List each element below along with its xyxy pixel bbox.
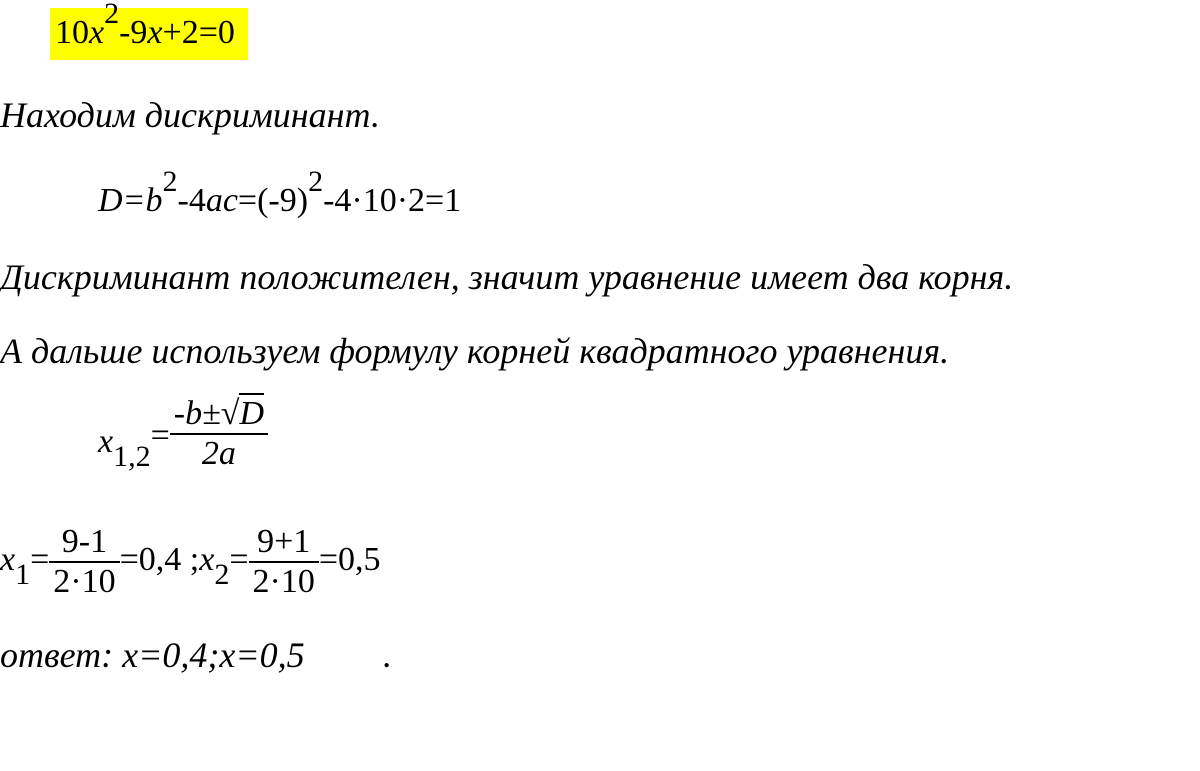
root1-fraction	[49, 523, 119, 601]
root2-x: x	[199, 540, 215, 578]
quadratic-equation	[55, 0, 235, 52]
root1-numerator: 9-1	[61, 523, 108, 560]
var-x-2: x	[147, 14, 163, 51]
term-b: -9	[119, 14, 148, 51]
root1-eq: =	[30, 540, 50, 578]
formula-eq: =	[150, 416, 170, 454]
root1-denominator: 2·10	[49, 561, 119, 601]
exponent: 2	[104, 0, 120, 30]
formula-denominator: 2a	[170, 433, 268, 473]
disc-ac: ac	[205, 182, 238, 219]
computed-roots	[0, 523, 381, 601]
root2-eq: =	[229, 540, 249, 578]
formula-radicand: D	[239, 395, 264, 432]
disc-mid2: =(-9)	[237, 182, 309, 219]
disc-exp1: 2	[162, 165, 178, 198]
answer-text: ответ: х=0,4;х=0,5	[0, 635, 305, 675]
disc-lhs: D=b	[98, 182, 163, 219]
root2-sub: 2	[214, 557, 230, 591]
formula-fraction	[170, 395, 268, 473]
term-c: +2=0	[162, 14, 235, 51]
root1-x: x	[0, 540, 16, 578]
root-formula	[98, 395, 268, 483]
root2-fraction	[249, 523, 319, 601]
formula-num-prefix: -b±	[173, 395, 221, 432]
root2-numerator: 9+1	[257, 523, 311, 560]
disc-mid1: -4	[177, 182, 206, 219]
find-discriminant-text: Находим дискриминант.	[0, 95, 380, 135]
root1-value: =0,4 ;	[119, 540, 200, 578]
root2-value: =0,5	[318, 540, 381, 578]
coef-a: 10	[55, 14, 89, 51]
disc-tail: -4·10·2=1	[323, 182, 462, 219]
use-formula-text: А дальше используем формулу корней квадратного уравнения.	[0, 331, 950, 371]
root2-denominator: 2·10	[249, 561, 319, 601]
formula-x: x	[98, 422, 114, 460]
disc-exp2: 2	[308, 165, 324, 198]
trailing-dot: .	[383, 635, 392, 675]
formula-sub: 1,2	[113, 439, 151, 473]
discriminant-formula	[98, 165, 462, 220]
sqrt-icon: √	[220, 395, 240, 432]
var-x: x	[89, 14, 105, 51]
root1-sub: 1	[15, 557, 31, 591]
formula-numerator	[170, 395, 268, 433]
positive-discriminant-text: Дискриминант положителен, значит уравнение имеет два корня.	[0, 257, 1014, 297]
